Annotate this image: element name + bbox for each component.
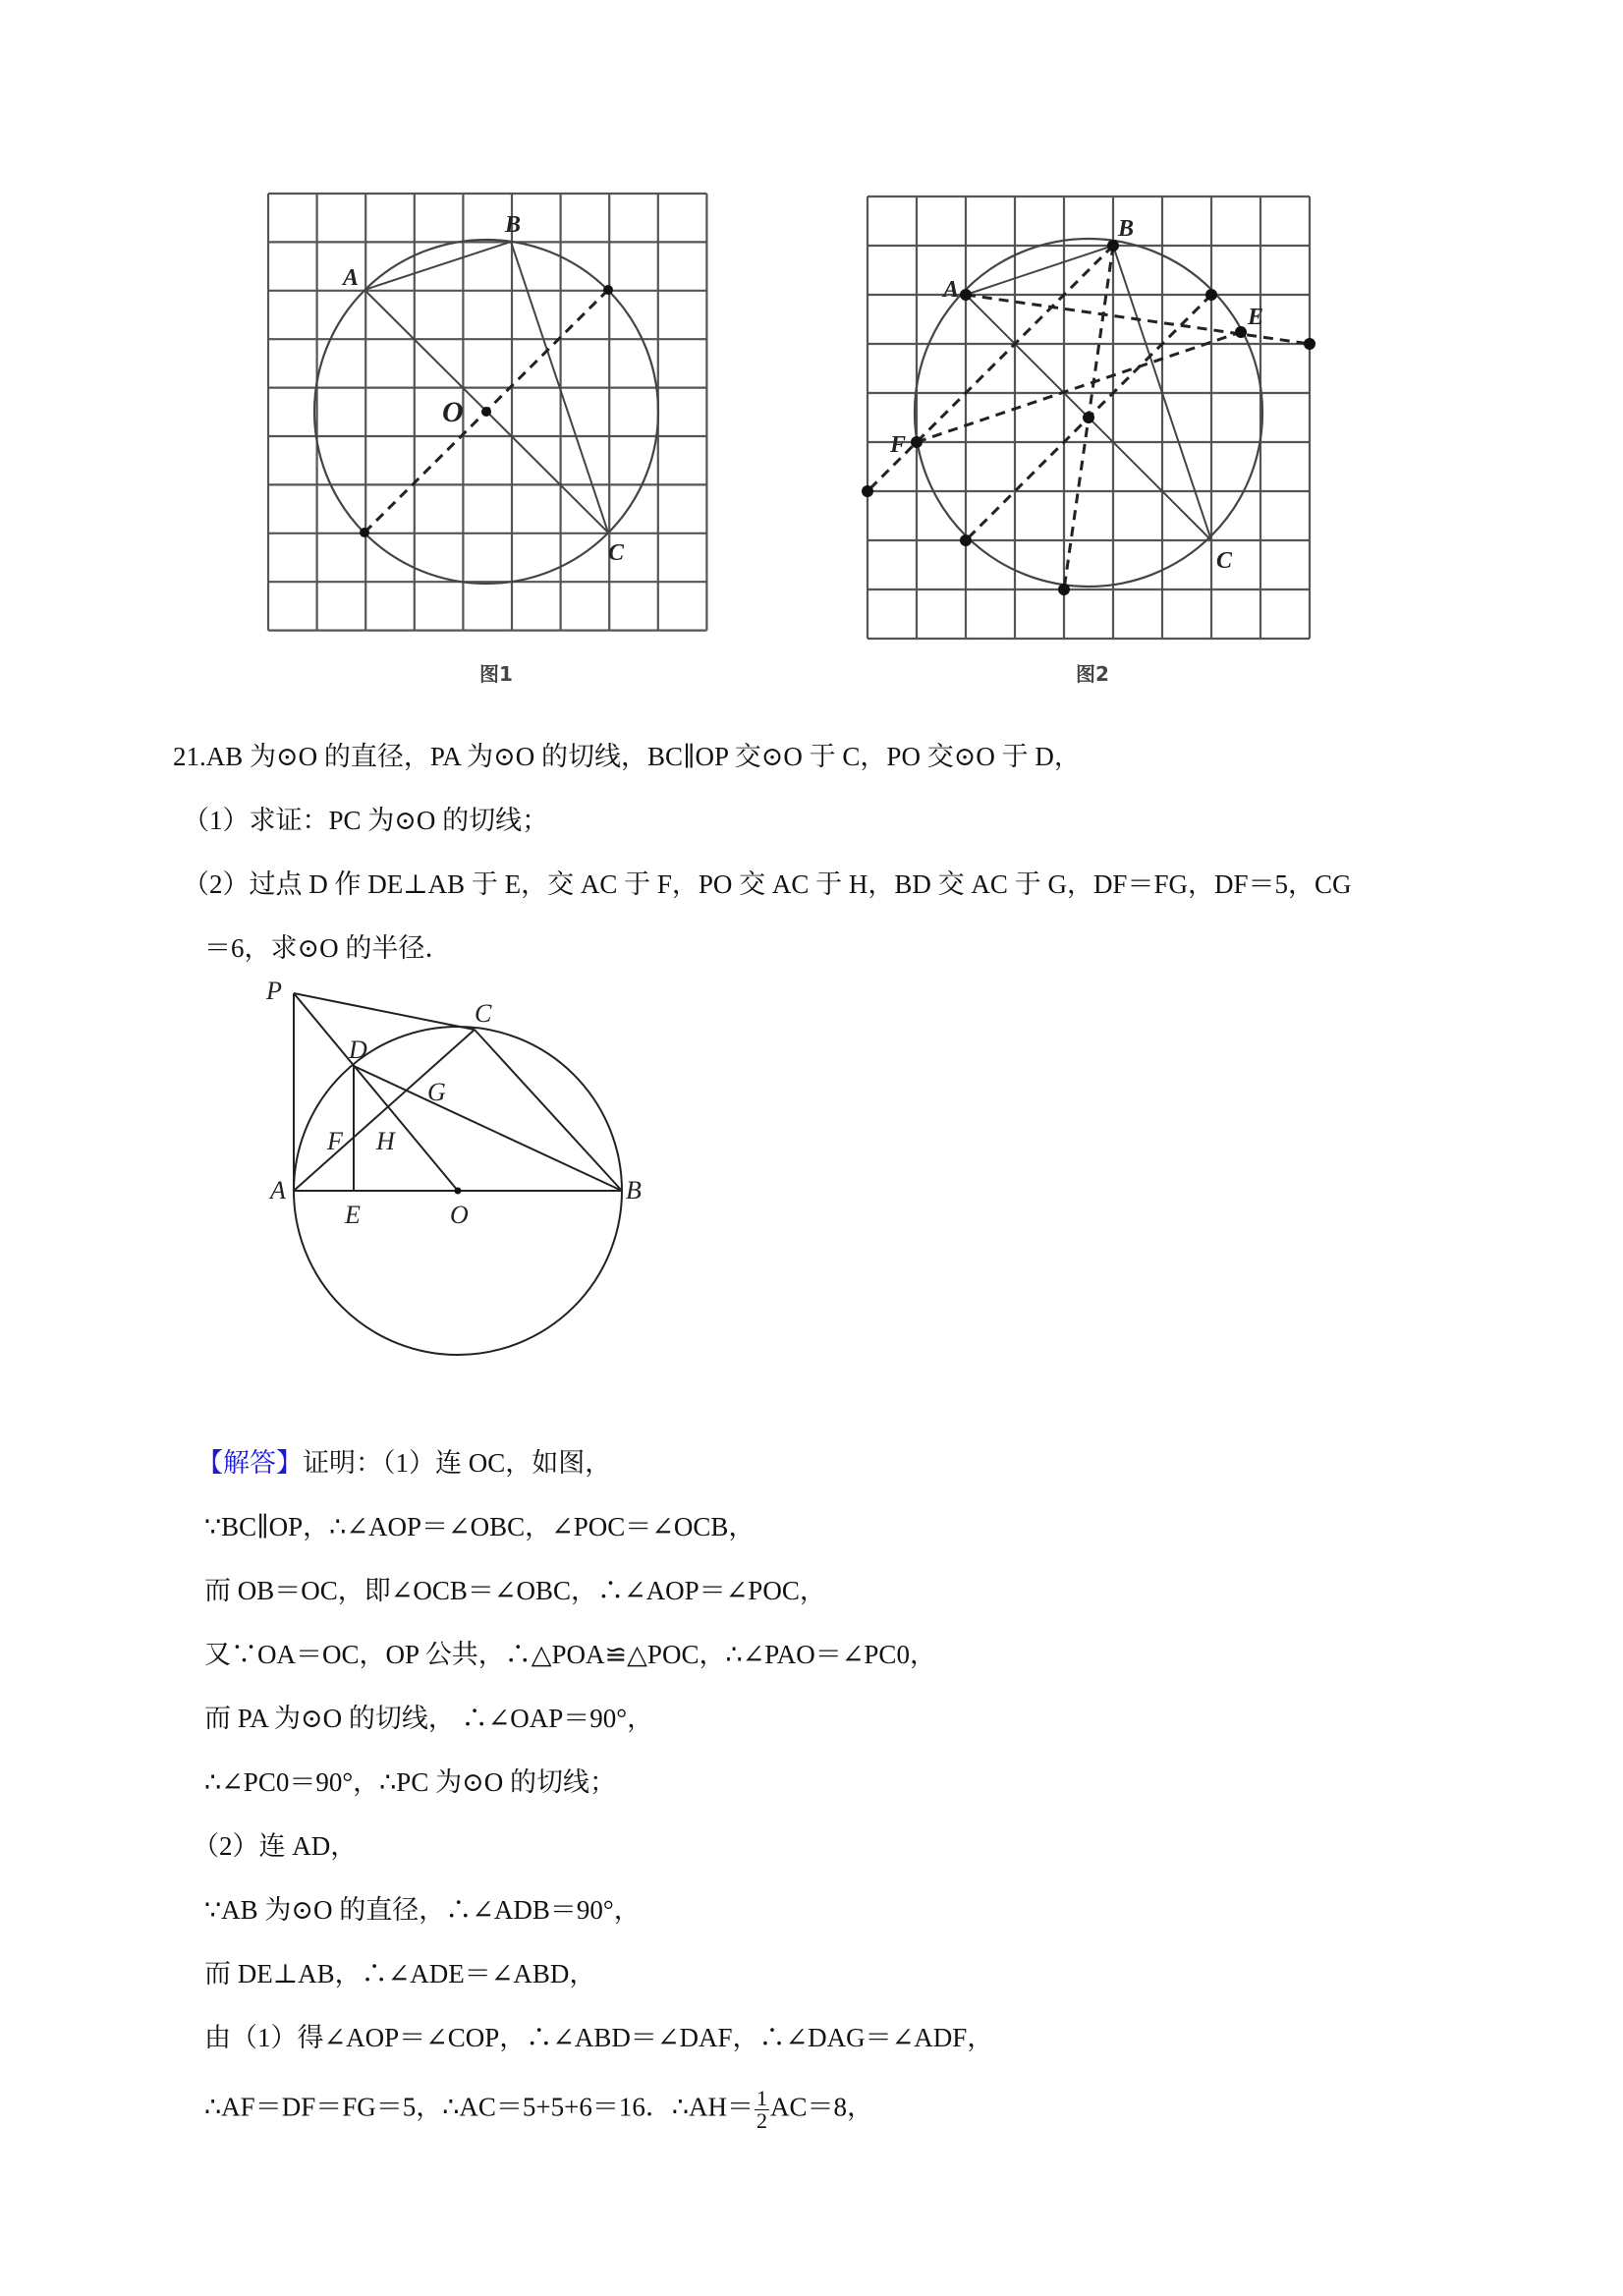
fraction-denominator: 2 bbox=[756, 2108, 768, 2133]
point-center bbox=[1083, 412, 1094, 423]
point-a bbox=[960, 289, 972, 301]
label-a: A bbox=[343, 265, 360, 291]
label-o: O bbox=[442, 396, 464, 428]
point-dot bbox=[360, 528, 369, 537]
label-p: P bbox=[266, 977, 282, 1005]
solution-line: ∵BC∥OP，∴∠AOP＝∠OBC，∠POC＝∠OCB， bbox=[204, 1512, 756, 1541]
point-o bbox=[481, 407, 491, 417]
point-dot bbox=[960, 534, 972, 546]
label-g: G bbox=[427, 1078, 446, 1106]
solution-line: ∴∠PC0＝90°，∴PC 为⊙O 的切线； bbox=[204, 1767, 616, 1797]
point-dot bbox=[1304, 338, 1315, 350]
problem-part-2-line-1: （2）过点 D 作 DE⊥AB 于 E，交 AC 于 F，PO 交 AC 于 H，BD 交 AC 于 G，DF＝FG，DF＝5，CG bbox=[183, 869, 1352, 899]
point-dot bbox=[1205, 289, 1217, 301]
label-d: D bbox=[349, 1036, 367, 1064]
fraction-one-half bbox=[755, 2088, 769, 2132]
label-b: B bbox=[505, 212, 522, 238]
label-c: C bbox=[1216, 548, 1233, 574]
label-a: A bbox=[943, 277, 960, 303]
problem-part-2-line-2: ＝6，求⊙O 的半径． bbox=[204, 933, 452, 963]
solution-line-last bbox=[204, 2088, 873, 2132]
label-b: B bbox=[626, 1176, 642, 1204]
segment-pc bbox=[294, 993, 475, 1030]
solution-line: 又∵OA＝OC，OP 公共，∴△POA≌△POC，∴∠PAO＝∠PC0， bbox=[204, 1640, 936, 1669]
fraction-numerator: 1 bbox=[756, 2086, 768, 2110]
solution-tag: 【解答】 bbox=[196, 1448, 303, 1478]
segment-ab bbox=[364, 242, 511, 290]
label-o: O bbox=[450, 1201, 469, 1229]
point-dot bbox=[1058, 584, 1070, 595]
figure-2-grid-circle bbox=[853, 177, 1344, 688]
label-a: A bbox=[270, 1176, 286, 1204]
figure-1-caption: 图1 bbox=[479, 662, 513, 686]
solution-line: ∵AB 为⊙O 的直径，∴∠ADB＝90°， bbox=[204, 1895, 641, 1925]
point-f bbox=[911, 436, 923, 448]
solution-text: 证明：（1）连 OC，如图， bbox=[303, 1448, 612, 1478]
solution-line bbox=[196, 1446, 611, 1480]
point-dot bbox=[862, 485, 873, 497]
label-e: E bbox=[345, 1201, 361, 1229]
point-e bbox=[1235, 326, 1247, 338]
problem-part-1: （1）求证：PC 为⊙O 的切线； bbox=[183, 806, 549, 835]
label-f: F bbox=[890, 432, 907, 458]
solution-line: 而 DE⊥AB，∴∠ADE＝∠ABD， bbox=[204, 1959, 596, 1988]
point-o bbox=[455, 1188, 462, 1195]
solution-text: AC＝8， bbox=[770, 2092, 874, 2122]
solution-text: ∴AF＝DF＝FG＝5，∴AC＝5+5+6＝16．∴AH＝ bbox=[204, 2092, 755, 2122]
solution-line: （2）连 AD， bbox=[193, 1831, 358, 1861]
figure-2-caption: 图2 bbox=[1076, 662, 1109, 686]
solution-line: 而 OB＝OC，即∠OCB＝∠OBC，∴∠AOP＝∠POC， bbox=[204, 1576, 826, 1605]
label-f: F bbox=[327, 1127, 343, 1155]
label-c: C bbox=[475, 999, 492, 1028]
label-e: E bbox=[1248, 305, 1264, 330]
solution-line: 而 PA 为⊙O 的切线， ∴∠OAP＝90°， bbox=[204, 1704, 654, 1733]
label-b: B bbox=[1118, 216, 1135, 242]
point-dot bbox=[603, 285, 613, 295]
label-h: H bbox=[376, 1127, 395, 1155]
label-c: C bbox=[608, 540, 625, 566]
solution-line: 由（1）得∠AOP＝∠COP，∴∠ABD＝∠DAF，∴∠DAG＝∠ADF， bbox=[204, 2023, 994, 2052]
problem-stem: 21.AB 为⊙O 的直径，PA 为⊙O 的切线，BC∥OP 交⊙O 于 C，PO 交⊙O 于 D， bbox=[173, 742, 1081, 771]
figure-1-grid-circle bbox=[251, 177, 732, 688]
figure-3-tangent-diagram bbox=[251, 973, 663, 1375]
